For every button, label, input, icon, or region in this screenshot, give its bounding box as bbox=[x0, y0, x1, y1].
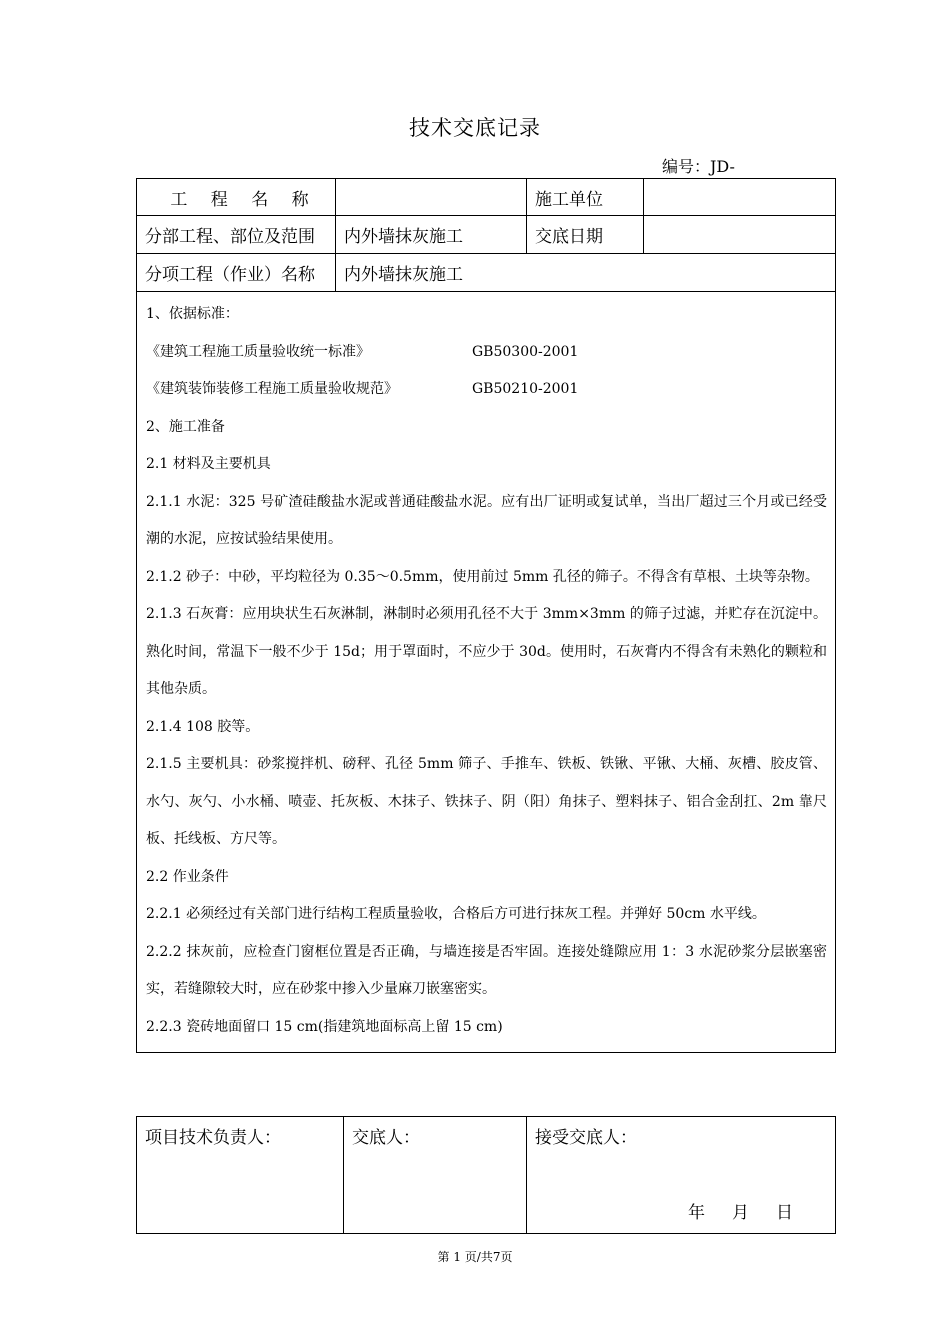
standard-1 bbox=[146, 334, 827, 372]
row-subitem bbox=[137, 254, 836, 292]
page-footer: 第 1 页/共7页 bbox=[437, 1250, 513, 1264]
date-month: 月 bbox=[732, 1203, 749, 1223]
paragraph-2-1-1: 2.1.1 水泥：325 号矿渣硅酸盐水泥或普通硅酸盐水泥。应有出厂证明或复试单，当出厂超过三个月或已经受潮的水泥，应按试验结果使用。 bbox=[146, 493, 827, 547]
paragraph-2-1-3: 2.1.3 石灰膏：应用块状生石灰淋制，淋制时必须用孔径不大于 3mm×3mm 的筛子过滤，并贮存在沉淀中。熟化时间，常温下一般不少于 15d；用于罩面时，不应少于 30d。使用时，石灰膏内不得含有未熟化的颗粒和其他杂质。 bbox=[146, 606, 827, 697]
document-title: 技术交底记录 bbox=[409, 116, 541, 140]
project-name-value bbox=[336, 179, 527, 216]
handover-date-label: 交底日期 bbox=[527, 216, 644, 254]
paragraph-2-1-5: 2.1.5 主要机具：砂浆搅拌机、磅秤、孔径 5mm 筛子、手推车、铁板、铁锹、平锹、大桶、灰槽、胶皮管、水勺、灰勺、小水桶、喷壶、托灰板、木抹子、铁抹子、阴（阳）角抹子、塑料抹子、铝合金刮扛、2m 靠尺板、托线板、方尺等。 bbox=[146, 756, 827, 847]
standard-1-code: GB50300-2001 bbox=[472, 343, 579, 360]
subitem-value: 内外墙抹灰施工 bbox=[336, 254, 836, 292]
discloser-signature bbox=[344, 1117, 527, 1234]
date-year: 年 bbox=[688, 1203, 705, 1223]
paragraph-2-2-3: 2.2.3 瓷砖地面留口 15 cm(指建筑地面标高上留 15 cm) bbox=[146, 1018, 503, 1035]
row-subdivision bbox=[137, 216, 836, 254]
construction-unit-value bbox=[644, 179, 836, 216]
discloser-label: 交底人： bbox=[352, 1128, 420, 1148]
receiver-label: 接受交底人： bbox=[535, 1128, 637, 1148]
standard-2-name: 《建筑装饰装修工程施工质量验收规范》 bbox=[146, 381, 398, 397]
section-2-2-heading: 2.2 作业条件 bbox=[146, 868, 229, 885]
project-name-label: 工 程 名 称 bbox=[137, 179, 336, 216]
tech-lead-signature bbox=[137, 1117, 344, 1234]
section-1-heading: 1、依据标准： bbox=[146, 306, 239, 322]
row-content bbox=[137, 292, 836, 1053]
handover-content bbox=[137, 292, 836, 1053]
subitem-label: 分项工程（作业）名称 bbox=[137, 254, 336, 292]
handover-record-table bbox=[136, 178, 836, 1053]
paragraph-2-2-1: 2.2.1 必须经过有关部门进行结构工程质量验收，合格后方可进行抹灰工程。并弹好 50cm 水平线。 bbox=[146, 906, 766, 922]
handover-date-value bbox=[644, 216, 836, 254]
standard-1-name: 《建筑工程施工质量验收统一标准》 bbox=[146, 343, 370, 360]
paragraph-2-2-2: 2.2.2 抹灰前，应检查门窗框位置是否正确，与墙连接是否牢固。连接处缝隙应用 1：3 水泥砂浆分层嵌塞密实，若缝隙较大时，应在砂浆中掺入少量麻刀嵌塞密实。 bbox=[146, 943, 827, 997]
standard-2 bbox=[146, 371, 827, 409]
signature-table bbox=[136, 1116, 836, 1234]
row-project-name bbox=[137, 179, 836, 216]
document-number: 编号：JD- bbox=[662, 157, 735, 176]
tech-lead-label: 项目技术负责人： bbox=[145, 1128, 281, 1148]
subdivision-label: 分部工程、部位及范围 bbox=[137, 216, 336, 254]
construction-unit-label: 施工单位 bbox=[527, 179, 644, 216]
standard-2-code: GB50210-2001 bbox=[472, 381, 579, 397]
row-signatures bbox=[137, 1117, 836, 1234]
signature-date bbox=[661, 1198, 793, 1223]
paragraph-2-1-2: 2.1.2 砂子：中砂，平均粒径为 0.35～0.5mm，使用前过 5mm 孔径的筛子。不得含有草根、土块等杂物。 bbox=[146, 568, 819, 585]
section-2-1-heading: 2.1 材料及主要机具 bbox=[146, 456, 271, 472]
section-2-heading: 2、施工准备 bbox=[146, 418, 225, 435]
subdivision-value: 内外墙抹灰施工 bbox=[336, 216, 527, 254]
receiver-signature bbox=[527, 1117, 836, 1234]
date-day: 日 bbox=[776, 1203, 793, 1223]
paragraph-2-1-4: 2.1.4 108 胶等。 bbox=[146, 718, 260, 735]
